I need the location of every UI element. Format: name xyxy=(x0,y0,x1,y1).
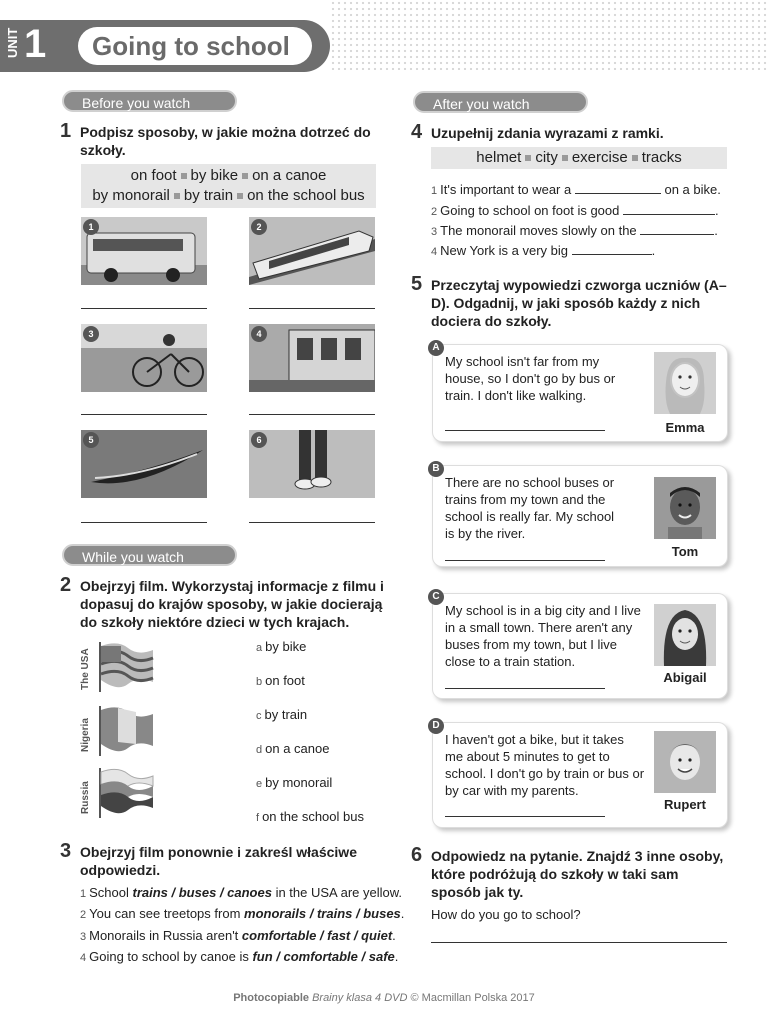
option-letter: c xyxy=(256,710,262,722)
q1-answer-line-2[interactable] xyxy=(249,298,375,309)
item-number: 3 xyxy=(80,931,87,943)
flag-usa xyxy=(98,640,154,692)
country-label-russia: Russia xyxy=(80,781,91,814)
item-text: . xyxy=(392,928,396,943)
photo-walking xyxy=(249,430,375,498)
q1-instruction: Podpisz sposoby, w jakie można dotrzeć do szkoły. xyxy=(80,124,371,158)
flag-nigeria xyxy=(98,704,154,756)
q1-box-line2 xyxy=(81,186,376,206)
photo-number-5: 5 xyxy=(83,432,99,448)
item-text: on a bike. xyxy=(664,182,721,197)
q2-instruction: Obejrzyj film. Wykorzystaj informacje z filmu i dopasuj do krajów sposoby, w jakie docierają do szkoły niektóre dzieci w tych krajach. xyxy=(80,578,384,630)
photo-number-1: 1 xyxy=(83,219,99,235)
header-dot-pattern xyxy=(330,0,768,70)
word-by-train: by train xyxy=(183,187,234,204)
section-while-you-watch: While you watch xyxy=(62,544,237,566)
card-letter-c: C xyxy=(428,589,444,605)
photo-number-3: 3 xyxy=(83,326,99,342)
flag-russia xyxy=(98,766,154,818)
option-text: by train xyxy=(264,707,308,722)
item-number: 4 xyxy=(431,246,438,258)
q5-instruction: Przeczytaj wypowiedzi czworga uczniów (A–D). Odgadnij, w jaki sposób każdy z nich dociera do szkoły. xyxy=(431,277,727,329)
item-text: . xyxy=(714,203,719,218)
section-before-you-watch: Before you watch xyxy=(62,90,237,112)
q3-item-3 xyxy=(80,928,396,943)
avatar-rupert xyxy=(654,731,716,793)
q1-box-line1 xyxy=(81,166,376,186)
item-text: New York is a very big xyxy=(440,243,569,258)
item-number: 1 xyxy=(80,888,87,900)
q6-number: 6 xyxy=(411,844,423,866)
q1-word-box xyxy=(81,164,376,208)
option-letter: e xyxy=(256,778,263,790)
item-text: Monorails in Russia aren't xyxy=(89,928,242,943)
card-letter-a: A xyxy=(428,340,444,356)
word-by-monorail: by monorail xyxy=(92,187,170,204)
item-number: 3 xyxy=(431,226,438,238)
q1-answer-line-4[interactable] xyxy=(249,404,375,415)
item-text: School xyxy=(89,885,133,900)
card-letter-b: B xyxy=(428,461,444,477)
item-text: . xyxy=(651,243,656,258)
q4-item-2 xyxy=(431,202,731,218)
item-number: 2 xyxy=(80,909,87,921)
footer-title: Brainy klasa 4 DVD xyxy=(312,992,408,1004)
q4-item-4 xyxy=(431,242,731,258)
q4-number: 4 xyxy=(411,121,423,143)
q3-item-4 xyxy=(80,949,398,964)
word-exercise: exercise xyxy=(571,149,628,166)
avatar-tom xyxy=(654,477,716,539)
option-text: on the school bus xyxy=(262,809,364,824)
card-text-c: My school is in a big city and I live in a small town. There aren't any buses from my town, but I live close to a train station. xyxy=(445,603,641,669)
avatar-emma xyxy=(654,352,716,414)
item-text: . xyxy=(394,949,399,964)
q4-word-box xyxy=(431,147,727,169)
item-text: Going to school on foot is good xyxy=(440,203,620,218)
item-text: Going to school by canoe is xyxy=(89,949,253,964)
item-text: in the USA are yellow. xyxy=(271,885,403,900)
option-text: on foot xyxy=(265,673,305,688)
card-name-rupert: Rupert xyxy=(664,797,706,812)
q4-blank-3[interactable] xyxy=(640,222,714,235)
footer-photocopiable: Photocopiable xyxy=(233,992,309,1004)
q1-number: 1 xyxy=(60,120,72,142)
q5-number: 5 xyxy=(411,273,423,295)
photo-canoe xyxy=(81,430,207,498)
option-letter: b xyxy=(256,676,263,688)
option-letter: d xyxy=(256,744,263,756)
q3-choices-1[interactable]: trains / buses / canoes xyxy=(132,885,272,900)
photo-number-6: 6 xyxy=(251,432,267,448)
card-name-emma: Emma xyxy=(665,420,705,435)
q2-option-b[interactable] xyxy=(256,673,305,688)
q4-instruction: Uzupełnij zdania wyrazami z ramki. xyxy=(431,125,664,141)
card-answer-line-c[interactable] xyxy=(445,678,605,689)
option-letter: f xyxy=(256,812,260,824)
q2-option-e[interactable] xyxy=(256,775,332,790)
card-text-b: There are no school buses or trains from my town and the school is really far. My school is by the river. xyxy=(445,475,615,541)
option-text: by bike xyxy=(265,639,307,654)
q3-choices-2[interactable]: monorails / trains / buses xyxy=(244,906,401,921)
card-answer-line-d[interactable] xyxy=(445,806,605,817)
photo-school-bus xyxy=(81,217,207,285)
q1-answer-line-6[interactable] xyxy=(249,512,375,523)
q2-option-d[interactable] xyxy=(256,741,329,756)
q2-option-f[interactable] xyxy=(256,809,364,824)
card-text-d: I haven't got a bike, but it takes me about 5 minutes to get to school. I don't go by train or bus or by car with my parents. xyxy=(445,732,645,798)
unit-label: UNIT xyxy=(5,27,20,58)
card-name-abigail: Abigail xyxy=(663,670,707,685)
photo-bike xyxy=(81,324,207,392)
option-text: by monorail xyxy=(265,775,333,790)
unit-number: 1 xyxy=(24,22,47,66)
q4-blank-2[interactable] xyxy=(623,202,715,215)
card-text-a: My school isn't far from my house, so I don't go by bus or train. I don't like walking. xyxy=(445,354,616,403)
card-name-tom: Tom xyxy=(671,544,699,559)
country-label-nigeria: Nigeria xyxy=(80,718,91,752)
word-on-foot: on foot xyxy=(130,167,177,184)
q4-blank-4[interactable] xyxy=(572,242,652,255)
q2-number: 2 xyxy=(60,574,72,596)
word-on-a-canoe: on a canoe xyxy=(252,167,327,184)
item-number: 1 xyxy=(431,185,438,197)
section-after-you-watch: After you watch xyxy=(413,91,588,113)
word-city: city xyxy=(535,149,558,166)
item-text: It's important to wear a xyxy=(440,182,572,197)
country-label-usa: The USA xyxy=(80,648,91,690)
q3-item-2 xyxy=(80,906,404,921)
photo-monorail xyxy=(249,217,375,285)
item-text: You can see treetops from xyxy=(89,906,245,921)
q1-answer-line-5[interactable] xyxy=(81,512,207,523)
avatar-abigail xyxy=(654,604,716,666)
card-answer-line-b[interactable] xyxy=(445,550,605,561)
footer xyxy=(0,992,768,1004)
item-text: . xyxy=(714,223,718,238)
card-letter-d: D xyxy=(428,718,444,734)
footer-copyright: © Macmillan Polska 2017 xyxy=(410,992,535,1004)
option-letter: a xyxy=(256,642,263,654)
q2-option-c[interactable] xyxy=(256,707,307,722)
q6-question: How do you go to school? xyxy=(431,907,581,922)
option-text: on a canoe xyxy=(265,741,330,756)
q1-answer-line-3[interactable] xyxy=(81,404,207,415)
q3-item-1 xyxy=(80,885,402,900)
q3-choices-4[interactable]: fun / comfortable / safe xyxy=(252,949,395,964)
photo-train xyxy=(249,324,375,392)
q6-instruction: Odpowiedz na pytanie. Znajdź 3 inne osoby, które podróżują do szkoły w taki sam sposób jak ty. xyxy=(431,848,724,900)
q1-answer-line-1[interactable] xyxy=(81,298,207,309)
q3-number: 3 xyxy=(60,840,72,862)
q2-option-a[interactable] xyxy=(256,639,306,654)
page-title: Going to school xyxy=(78,27,312,65)
q6-answer-line[interactable] xyxy=(431,932,727,943)
item-number: 2 xyxy=(431,206,438,218)
word-helmet: helmet xyxy=(476,149,522,166)
q4-item-1 xyxy=(431,181,731,197)
item-text: The monorail moves slowly on the xyxy=(440,223,637,238)
item-text: . xyxy=(400,906,405,921)
q4-blank-1[interactable] xyxy=(575,181,661,194)
word-on-the-school-bus: on the school bus xyxy=(247,187,365,204)
q4-item-3 xyxy=(431,222,731,238)
word-by-bike: by bike xyxy=(190,167,239,184)
photo-number-4: 4 xyxy=(251,326,267,342)
q3-choices-3[interactable]: comfortable / fast / quiet xyxy=(241,928,393,943)
photo-number-2: 2 xyxy=(251,219,267,235)
item-number: 4 xyxy=(80,952,87,964)
q3-instruction: Obejrzyj film ponownie i zakreśl właściwe odpowiedzi. xyxy=(80,844,357,878)
word-tracks: tracks xyxy=(641,149,682,166)
card-answer-line-a[interactable] xyxy=(445,420,605,431)
